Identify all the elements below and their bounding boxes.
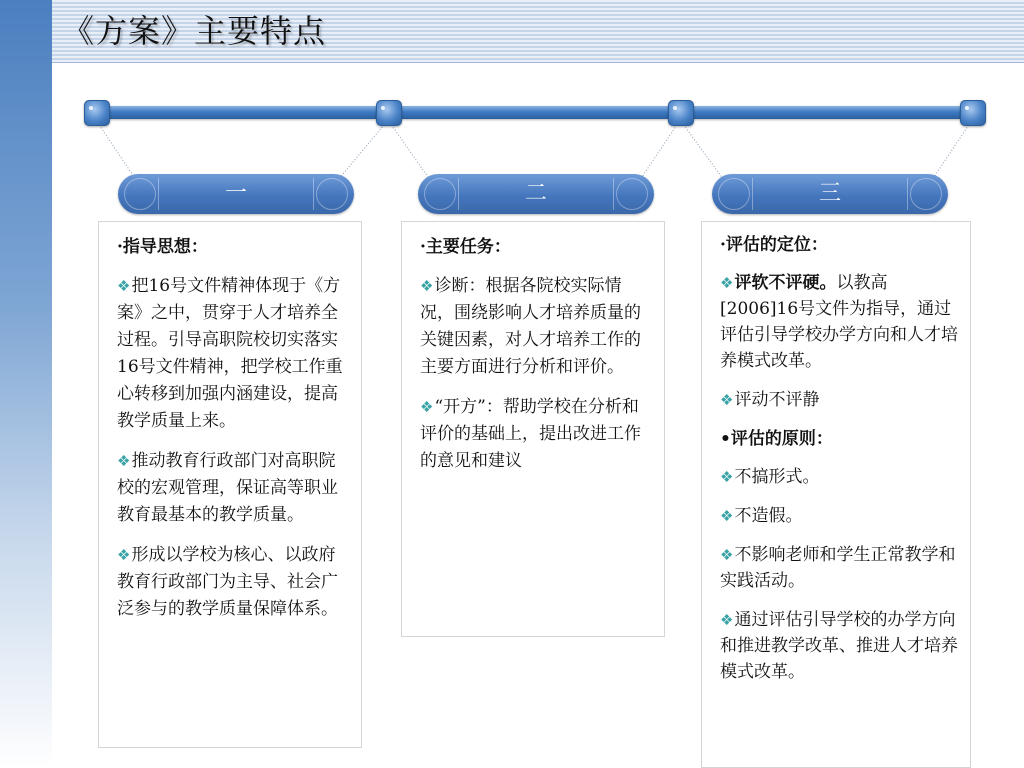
phase-pill-3[interactable] xyxy=(712,174,948,214)
page-title: 《方案》主要特点 xyxy=(62,13,327,49)
phase-label: 一 xyxy=(224,181,247,206)
list-item: ❖不搞形式。 xyxy=(720,467,820,487)
diamond-bullet-icon: ❖ xyxy=(117,546,131,564)
left-decorative-strip xyxy=(0,0,52,768)
list-item: ❖不影响老师和学生正常教学和实践活动。 xyxy=(720,545,956,591)
list-item: ❖形成以学校为核心、以政府教育行政部门为主导、社会广泛参与的教学质量保障体系。 xyxy=(117,545,338,619)
diamond-bullet-icon: ❖ xyxy=(720,611,734,629)
list-item: ❖不造假。 xyxy=(720,506,803,526)
list-item: ❖“开方”：帮助学校在分析和评价的基础上，提出改进工作的意见和建议 xyxy=(420,397,641,471)
diamond-bullet-icon: ❖ xyxy=(720,546,734,564)
column-subheading: •评估的原则： xyxy=(720,429,833,449)
phase-label: 二 xyxy=(524,181,547,206)
diamond-bullet-icon: ❖ xyxy=(420,277,434,295)
list-item: ❖把16号文件精神体现于《方案》之中，贯穿于人才培养全过程。引导高职院校切实落实16号文件精神，把学校工作重心转移到加强内涵建设，提高教学质量上来。 xyxy=(117,276,343,431)
column-main-tasks xyxy=(401,221,665,637)
list-item: ❖通过评估引导学校的办学方向和推进教学改革、推进人才培养模式改革。 xyxy=(720,610,958,682)
diamond-bullet-icon: ❖ xyxy=(720,391,734,409)
diamond-bullet-icon: ❖ xyxy=(720,507,734,525)
phase-pill-1[interactable] xyxy=(118,174,354,214)
diamond-bullet-icon: ❖ xyxy=(720,468,734,486)
timeline-node-4 xyxy=(960,100,986,126)
diamond-bullet-icon: ❖ xyxy=(117,277,131,295)
timeline-node-1 xyxy=(84,100,110,126)
column-heading: ·主要任务： xyxy=(420,237,511,257)
phase-pill-2[interactable] xyxy=(418,174,654,214)
timeline-node-2 xyxy=(376,100,402,126)
diamond-bullet-icon: ❖ xyxy=(720,274,734,292)
column-evaluation-positioning xyxy=(701,221,971,768)
diamond-bullet-icon: ❖ xyxy=(117,452,131,470)
list-item: ❖评动不评静 xyxy=(720,390,820,410)
diamond-bullet-icon: ❖ xyxy=(420,398,434,416)
phase-label: 三 xyxy=(818,181,841,206)
timeline-bar xyxy=(88,106,984,119)
list-item: ❖推动教育行政部门对高职院校的宏观管理，保证高等职业教育最基本的教学质量。 xyxy=(117,451,338,525)
column-heading: ·评估的定位： xyxy=(720,235,828,255)
list-item: ❖评软不评硬。以教高[2006]16号文件为指导，通过评估引导学校办学方向和人才培养模式改革。 xyxy=(720,273,958,371)
column-heading: ·指导思想： xyxy=(117,237,208,257)
list-item: ❖诊断：根据各院校实际情况，围绕影响人才培养质量的关键因素，对人才培养工作的主要方面进行分析和评价。 xyxy=(420,276,641,377)
timeline-node-3 xyxy=(668,100,694,126)
column-guiding-ideology xyxy=(98,221,362,748)
